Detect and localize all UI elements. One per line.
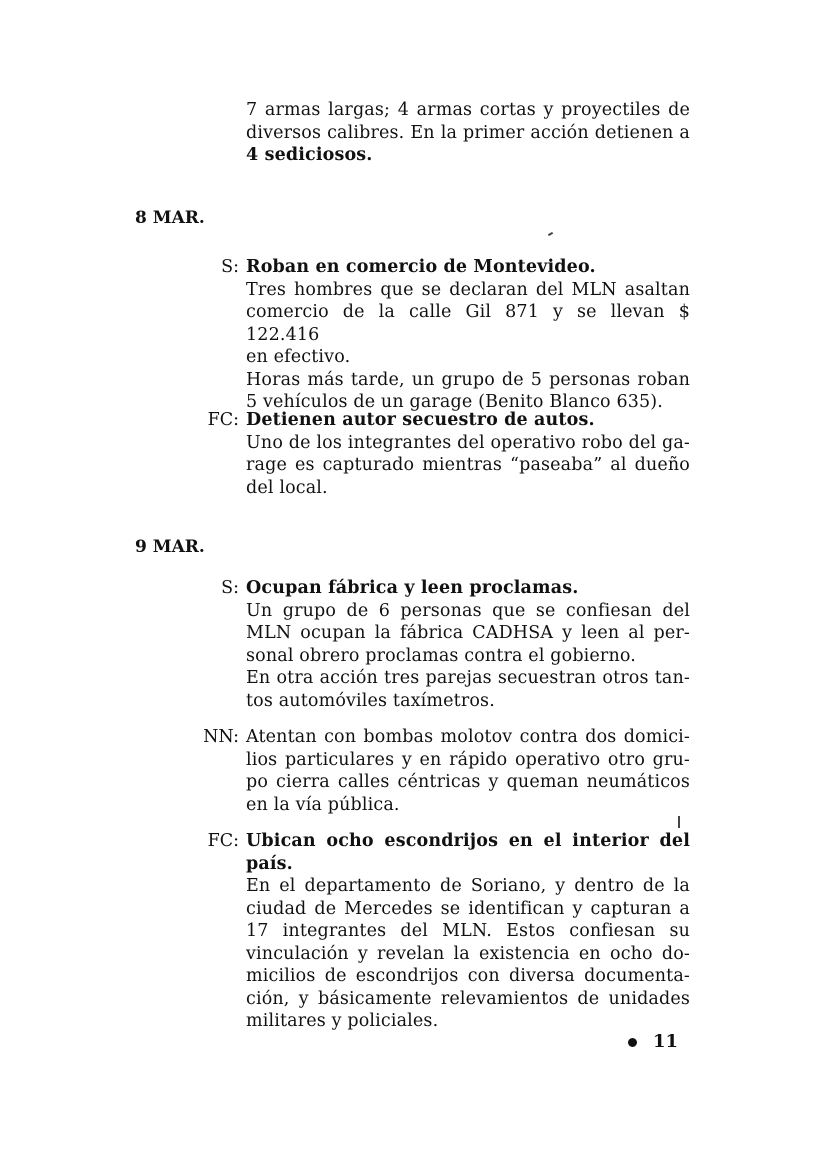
text-line: 7 armas largas; 4 armas cortas y proyectiles de xyxy=(246,100,690,120)
text-line: Atentan con bombas molotov contra dos domici- xyxy=(246,727,690,747)
text-line: rage es capturado mientras “paseaba” al dueño xyxy=(246,455,690,475)
text-line: Horas más tarde, un grupo de 5 personas roban xyxy=(246,369,690,390)
text-line: Tres hombres que se declaran del MLN asaltan xyxy=(246,279,690,300)
text-line: micilios de escondrijos con diversa documenta- xyxy=(246,966,690,986)
entry-code: NN: xyxy=(203,727,239,747)
entry-code: FC: xyxy=(207,831,239,851)
text-line: Uno de los integrantes del operativo robo del ga- xyxy=(246,432,690,453)
date-heading-8-mar: 8 MAR. xyxy=(135,208,205,228)
text-line: Un grupo de 6 personas que se confiesan del xyxy=(246,600,690,621)
text-line: vinculación y revelan la existencia en ocho do- xyxy=(246,943,690,964)
bullet-icon xyxy=(628,1038,637,1047)
entry-code: FC: xyxy=(207,410,239,430)
bold-text: 4 sediciosos. xyxy=(246,145,373,165)
entry-headline: Detienen autor secuestro de autos. xyxy=(246,410,595,430)
text-line: sonal obrero proclamas contra el gobierno. xyxy=(246,645,636,666)
text-line: comercio de la calle Gil 871 y se llevan $ 122.416 xyxy=(246,302,690,345)
entry-body xyxy=(246,830,690,1033)
text-line: 5 vehículos de un garage (Benito Blanco 635). xyxy=(246,392,663,412)
entry-body xyxy=(246,577,690,712)
text-line: diversos calibres. En la primer acción detienen a xyxy=(246,122,690,143)
text-line: En otra acción tres parejas secuestran otros tan- xyxy=(246,668,690,688)
text-line: en la vía pública. xyxy=(246,794,400,815)
entry-headline: Ocupan fábrica y leen proclamas. xyxy=(246,578,579,598)
date-heading-9-mar: 9 MAR. xyxy=(135,537,205,557)
scan-speck xyxy=(548,232,553,236)
scan-speck xyxy=(678,816,680,828)
intro-paragraph xyxy=(246,99,690,167)
text-line: del local. xyxy=(246,477,328,498)
page-footer xyxy=(628,1031,678,1053)
entry-headline: Roban en comercio de Montevideo. xyxy=(246,257,596,277)
text-line: en efectivo. xyxy=(246,347,351,367)
entry-body xyxy=(246,256,690,414)
text-line: militares y policiales. xyxy=(246,1011,439,1031)
text-line: MLN ocupan la fábrica CADHSA y leen al per- xyxy=(246,623,690,643)
text-line: 17 integrantes del MLN. Estos confiesan su xyxy=(246,921,690,941)
entry-code: S: xyxy=(221,578,239,598)
page-number: 11 xyxy=(653,1031,679,1052)
entry-body xyxy=(246,726,690,816)
text-line: ciudad de Mercedes se identifican y capturan a xyxy=(246,898,690,919)
entry-body xyxy=(246,409,690,499)
text-line: ción, y básicamente relevamientos de unidades xyxy=(246,988,690,1009)
text-line: tos automóviles taxímetros. xyxy=(246,690,495,711)
text-line: En el departamento de Soriano, y dentro de la xyxy=(246,876,690,896)
text-line: po cierra calles céntricas y queman neumáticos xyxy=(246,772,690,792)
entry-code: S: xyxy=(221,257,239,277)
text-line: lios particulares y en rápido operativo otro gru- xyxy=(246,749,690,770)
entry-headline: Ubican ocho escondrijos en el interior del país. xyxy=(246,831,690,874)
